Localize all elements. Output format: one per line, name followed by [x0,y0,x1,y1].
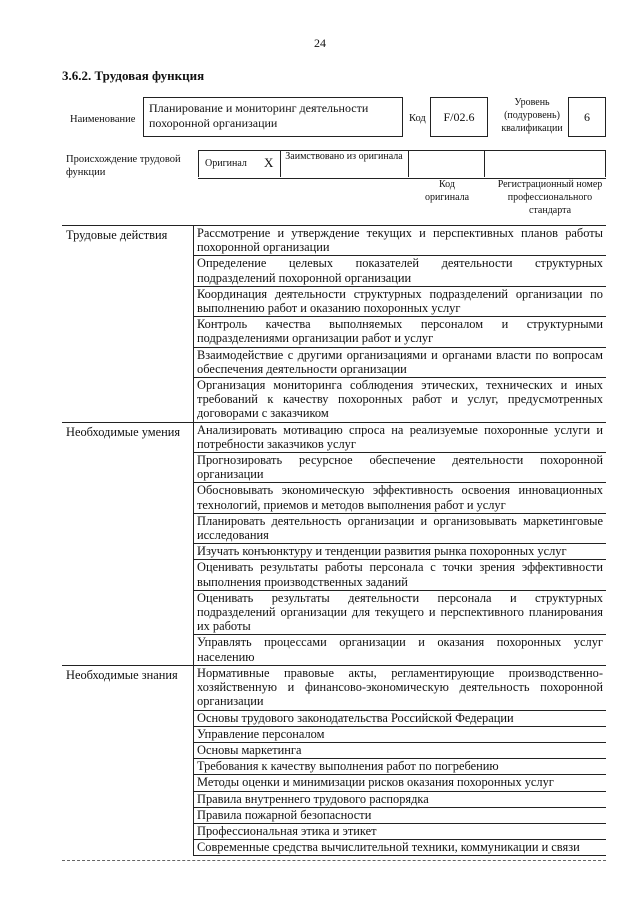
origin-label: Происхождение трудовой функции [66,154,181,178]
list-item: Профессиональная этика и этикет [194,823,607,839]
list-item: Изучать конъюнктуру и тенденции развития рынка похоронных услуг [194,544,607,560]
list-item: Прогнозировать ресурсное обеспечение деятельности похоронной организации [194,453,607,483]
list-item: Организация мониторинга соблюдения этических, технических и иных требований к качеству похоронных работ и услуг, предусмотренных договорами с заказчиком [194,378,607,423]
section-title: 3.6.2. Трудовая функция [62,68,205,83]
list-item: Взаимодействие с другими организациями и органами власти по вопросам обеспечения деятельности организации [194,347,607,377]
list-item: Оценивать результаты деятельности персонала и структурных подразделений организации для текущего и перспективного планирования их работы [194,590,607,635]
list-item: Методы оценки и минимизации рисков оказания похоронных услуг [194,775,607,791]
code-original-label: Код оригинала [424,179,470,203]
table-row [62,422,606,452]
list-item: Нормативные правовые акты, регламентирующие производственно-хозяйственную и финансово-экономическую деятельность похоронной организации [194,665,607,710]
origin-divider [280,150,281,177]
level-label: Уровень (подуровень) квалификации [501,97,563,134]
list-item: Координация деятельности структурных подразделений организации по выполнению работ и оказанию похоронных услуг [194,286,607,316]
list-item: Основы трудового законодательства Российской Федерации [194,710,607,726]
name-label: Наименование [70,114,136,125]
list-item: Оценивать результаты работы персонала с точки зрения эффективности выполнения производственных заданий [194,560,607,590]
list-item: Планировать деятельность организации и организовывать маркетинговые исследования [194,513,607,543]
list-item: Рассмотрение и утверждение текущих и перспективных планов работы похоронной организации [194,226,607,256]
code-box [430,97,488,137]
borrowed-label: Заимствовано из оригинала [285,151,403,162]
level-box [568,97,606,137]
list-item: Современные средства вычислительной техники, коммуникации и связи [194,840,607,856]
group-title: Необходимые знания [62,665,194,855]
group-title: Необходимые умения [62,422,194,665]
code-label: Код [409,113,426,124]
origin-divider [408,150,409,177]
list-item: Обосновывать экономическую эффективность освоения инновационных технологий, приемов и методов выполнения работ и услуг [194,483,607,513]
reg-number-label: Регистрационный номер профессионального стандарта [497,179,603,216]
origin-divider [605,150,606,177]
origin-divider [484,150,485,177]
code-value: F/02.6 [443,110,475,124]
table-row [62,226,606,256]
origin-divider [198,150,199,177]
table-row [62,665,606,710]
list-item: Правила внутреннего трудового распорядка [194,791,607,807]
list-item: Требования к качеству выполнения работ по погребению [194,759,607,775]
function-name: Планирование и мониторинг деятельности похоронной организации [149,101,369,130]
level-value: 6 [584,110,590,124]
list-item: Определение целевых показателей деятельности структурных подразделений похоронной организации [194,256,607,286]
original-mark: X [264,155,274,170]
page-number: 24 [314,36,326,50]
function-name-box [143,97,403,137]
list-item: Управление персоналом [194,726,607,742]
group-title: Трудовые действия [62,226,194,423]
function-table [62,225,606,856]
list-item: Основы маркетинга [194,742,607,758]
table-bottom-line [62,860,606,861]
list-item: Правила пожарной безопасности [194,807,607,823]
original-label: Оригинал [205,158,247,169]
list-item: Анализировать мотивацию спроса на реализуемые похоронные услуги и потребности заказчиков услуг [194,422,607,452]
list-item: Управлять процессами организации и оказания похоронных услуг населению [194,635,607,665]
list-item: Контроль качества выполняемых персоналом и структурными подразделениями организации работ и услуг [194,317,607,347]
